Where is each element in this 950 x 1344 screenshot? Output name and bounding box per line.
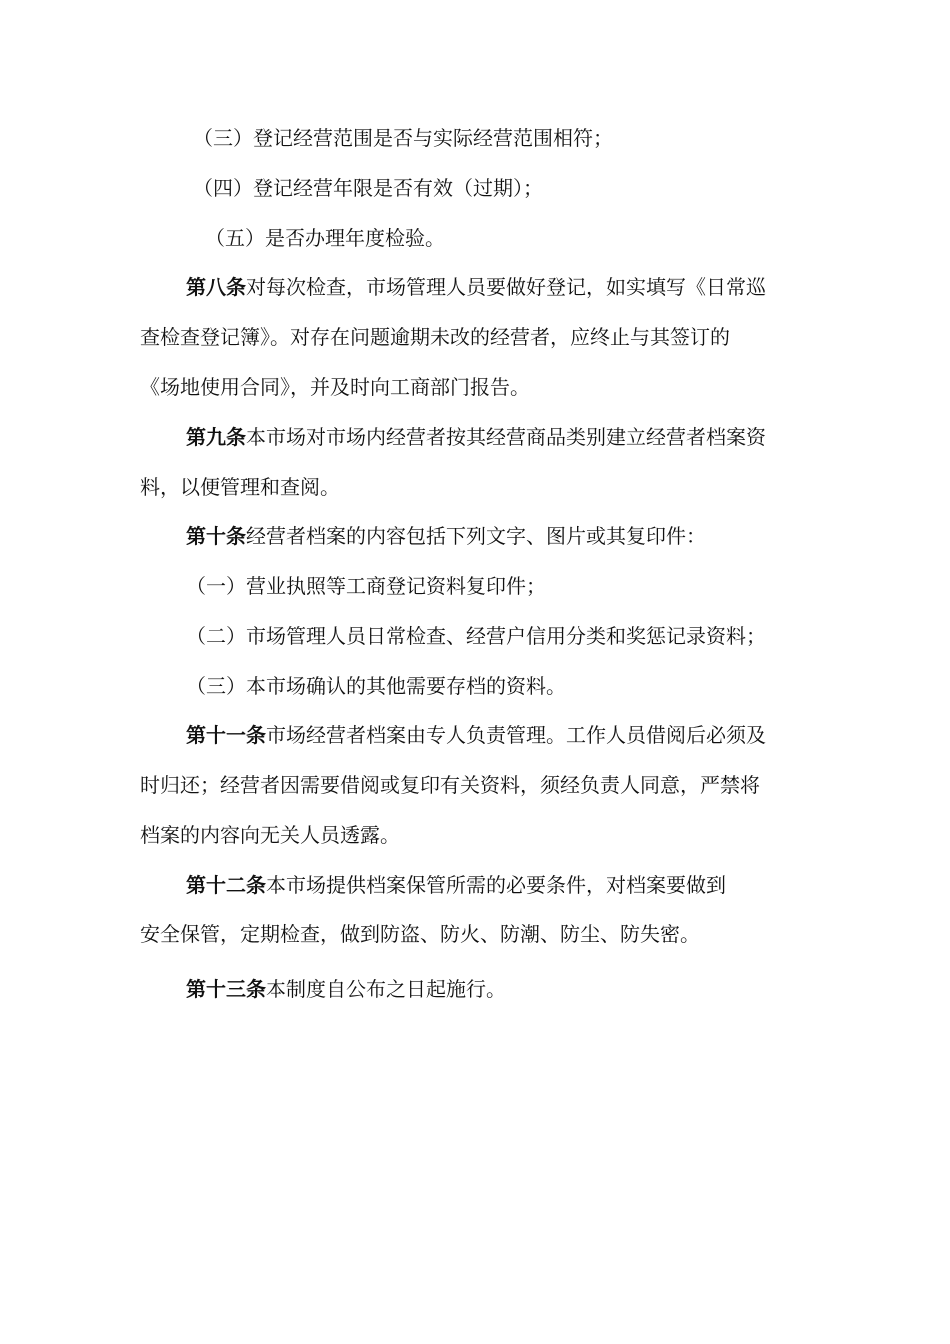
article-12-label: 第十二条 [186,873,266,897]
article-10-text-1: 经营者档案的内容包括下列文字、图片或其复印件： [246,524,706,548]
article-11-line-3: 档案的内容向无关人员透露。 [140,823,400,847]
article-8-label: 第八条 [186,275,246,299]
article-9-text-1: 本市场对市场内经营者按其经营商品类别建立经营者档案资 [246,425,766,449]
article-10-label: 第十条 [186,524,246,548]
item-5-inspection: （五）是否办理年度检验。 [205,226,445,250]
article-12-line-2: 安全保管，定期检查，做到防盗、防火、防潮、防尘、防失密。 [140,922,700,946]
article-13-label: 第十三条 [186,977,266,1001]
article-10-line-1 [186,522,706,550]
item-4-term: （四）登记经营年限是否有效（过期）； [193,176,543,200]
article-13-text-1: 本制度自公布之日起施行。 [266,977,506,1001]
article-10-item-1: （一）营业执照等工商登记资料复印件； [186,574,546,598]
item-3-scope: （三）登记经营范围是否与实际经营范围相符； [193,126,613,150]
article-10-item-2: （二）市场管理人员日常检查、经营户信用分类和奖惩记录资料； [186,624,766,648]
article-8-line-1 [186,273,766,301]
article-10-item-3: （三）本市场确认的其他需要存档的资料。 [186,674,566,698]
article-13-line-1 [186,975,506,1003]
article-12-text-1: 本市场提供档案保管所需的必要条件，对档案要做到 [266,873,726,897]
article-11-text-1: 市场经营者档案由专人负责管理。工作人员借阅后必须及 [266,723,766,747]
article-8-line-2: 查检查登记簿》。对存在问题逾期未改的经营者，应终止与其签订的 [140,325,730,349]
article-11-label: 第十一条 [186,723,266,747]
article-12-line-1 [186,871,726,899]
article-11-line-2: 时归还；经营者因需要借阅或复印有关资料，须经负责人同意，严禁将 [140,773,760,797]
article-8-line-3: 《场地使用合同》，并及时向工商部门报告。 [140,375,530,399]
article-9-line-2: 料，以便管理和查阅。 [140,475,340,499]
article-11-line-1 [186,721,766,749]
article-9-line-1 [186,423,766,451]
article-8-text-1: 对每次检查，市场管理人员要做好登记，如实填写《日常巡 [246,275,766,299]
article-9-label: 第九条 [186,425,246,449]
